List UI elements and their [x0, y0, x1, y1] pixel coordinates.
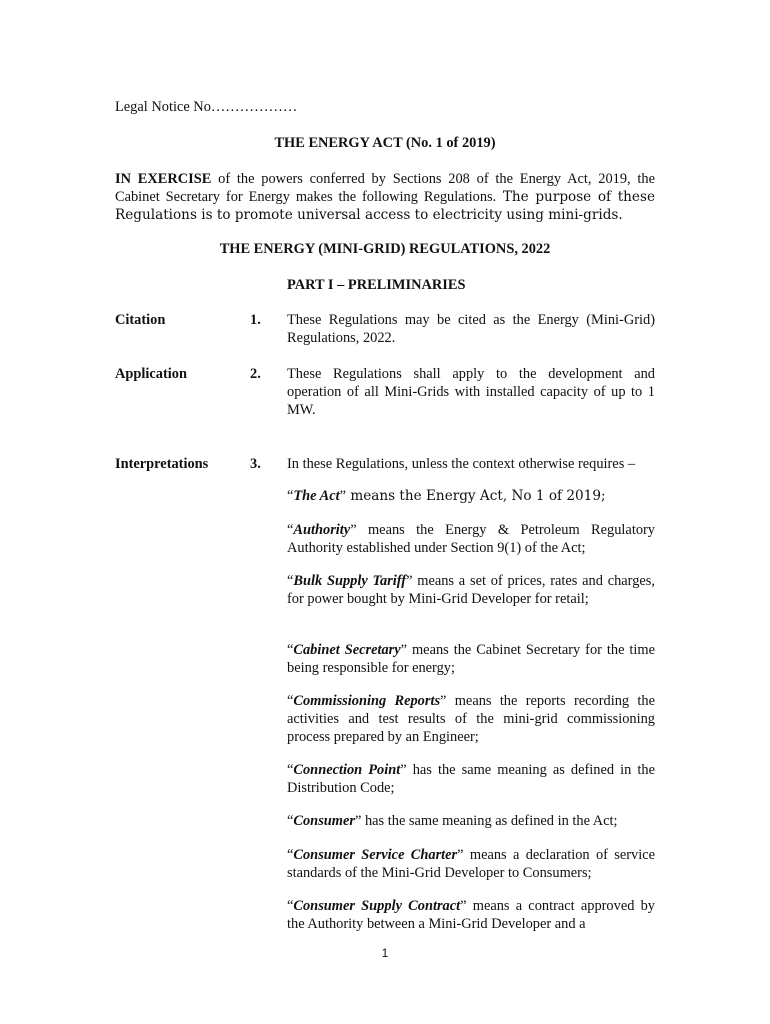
definition-text: means the Energy & Petroleum Regulatory Authority established under Section 9(1) of the Act;	[287, 522, 655, 556]
open-quote: “	[287, 488, 294, 504]
section-2-text: These Regulations shall apply to the development and operation of all Mini-Grids with installed capacity of up to 1 MW.	[287, 366, 655, 418]
definition-text: means a declaration of service standards of the Mini-Grid Developer to Consumers;	[287, 847, 656, 881]
open-quote: “	[287, 642, 294, 658]
close-quote: ”	[339, 488, 347, 504]
definition-text: means the Cabinet Secretary for the time being responsible for energy;	[287, 642, 655, 676]
side-heading-interpretations: Interpretations	[115, 456, 209, 472]
section-1-text: These Regulations may be cited as the Energy (Mini-Grid) Regulations, 2022.	[287, 312, 655, 346]
preamble-lead: IN EXERCISE	[115, 171, 212, 187]
definition-term: The Act	[293, 488, 340, 504]
definition-consumer-supply-contract	[287, 897, 655, 933]
definition-text: means a contract approved by the Authority between a Mini-Grid Developer and a	[287, 898, 655, 932]
close-quote: ”	[400, 642, 408, 658]
side-heading-citation: Citation	[115, 312, 166, 328]
definition-text: has the same meaning as defined in the Distribution Code;	[287, 762, 656, 796]
definition-commissioning-reports	[287, 692, 655, 746]
part-title: PART I – PRELIMINARIES	[287, 277, 466, 293]
legal-notice-line: Legal Notice No………………	[115, 99, 298, 115]
definition-text: means a set of prices, rates and charges, for power bought by Mini-Grid Developer for retail;	[287, 573, 655, 607]
definition-term: Consumer	[293, 813, 355, 829]
section-number-3: 3.	[250, 456, 261, 472]
open-quote: “	[287, 898, 294, 914]
close-quote: ”	[400, 762, 407, 778]
definition-term: Consumer Service Charter	[293, 847, 458, 863]
close-quote: ”	[354, 813, 362, 829]
definition-term: Bulk Supply Tariff	[293, 573, 407, 589]
definition-cabinet-secretary	[287, 641, 655, 677]
close-quote: ”	[457, 847, 464, 863]
definition-text: means the reports recording the activities and test results of the mini-grid commissioning process prepared by an Engineer;	[287, 693, 655, 745]
section-number-2: 2.	[250, 366, 261, 382]
open-quote: “	[287, 693, 294, 709]
page-number: 1	[381, 946, 389, 960]
definition-consumer	[287, 812, 655, 830]
definition-term: Connection Point	[293, 762, 401, 778]
close-quote: ”	[406, 573, 413, 589]
open-quote: “	[287, 813, 294, 829]
act-title: THE ENERGY ACT (No. 1 of 2019)	[274, 135, 496, 151]
side-heading-application: Application	[115, 366, 187, 382]
definition-term: Consumer Supply Contract	[293, 898, 461, 914]
open-quote: “	[287, 847, 294, 863]
section-3-text: In these Regulations, unless the context otherwise requires –	[287, 456, 636, 472]
definition-term: Authority	[293, 522, 351, 538]
definition-text: means the Energy Act, No 1 of 2019;	[346, 488, 606, 504]
preamble-text: of the powers conferred by Sections 208 of the Energy Act, 2019, the Cabinet Secretary for Energy makes the following Regulations.	[115, 171, 655, 205]
definition-authority	[287, 521, 655, 557]
section-number-1: 1.	[250, 312, 261, 328]
open-quote: “	[287, 762, 294, 778]
definition-text: has the same meaning as defined in the Act;	[361, 813, 618, 829]
close-quote: ”	[460, 898, 467, 914]
definition-bulk-supply-tariff	[287, 572, 655, 608]
definition-the-act	[287, 487, 655, 505]
regulations-title: THE ENERGY (MINI-GRID) REGULATIONS, 2022	[219, 241, 551, 257]
definition-consumer-service-charter	[287, 846, 655, 882]
close-quote: ”	[440, 693, 447, 709]
close-quote: ”	[350, 522, 357, 538]
definition-term: Commissioning Reports	[293, 693, 441, 709]
preamble-purpose: The purpose of these Regulations is to promote universal access to electricity using mini-grids.	[115, 189, 655, 223]
open-quote: “	[287, 522, 294, 538]
definition-connection-point	[287, 761, 655, 797]
definition-term: Cabinet Secretary	[293, 642, 401, 658]
open-quote: “	[287, 573, 294, 589]
preamble	[115, 170, 655, 224]
